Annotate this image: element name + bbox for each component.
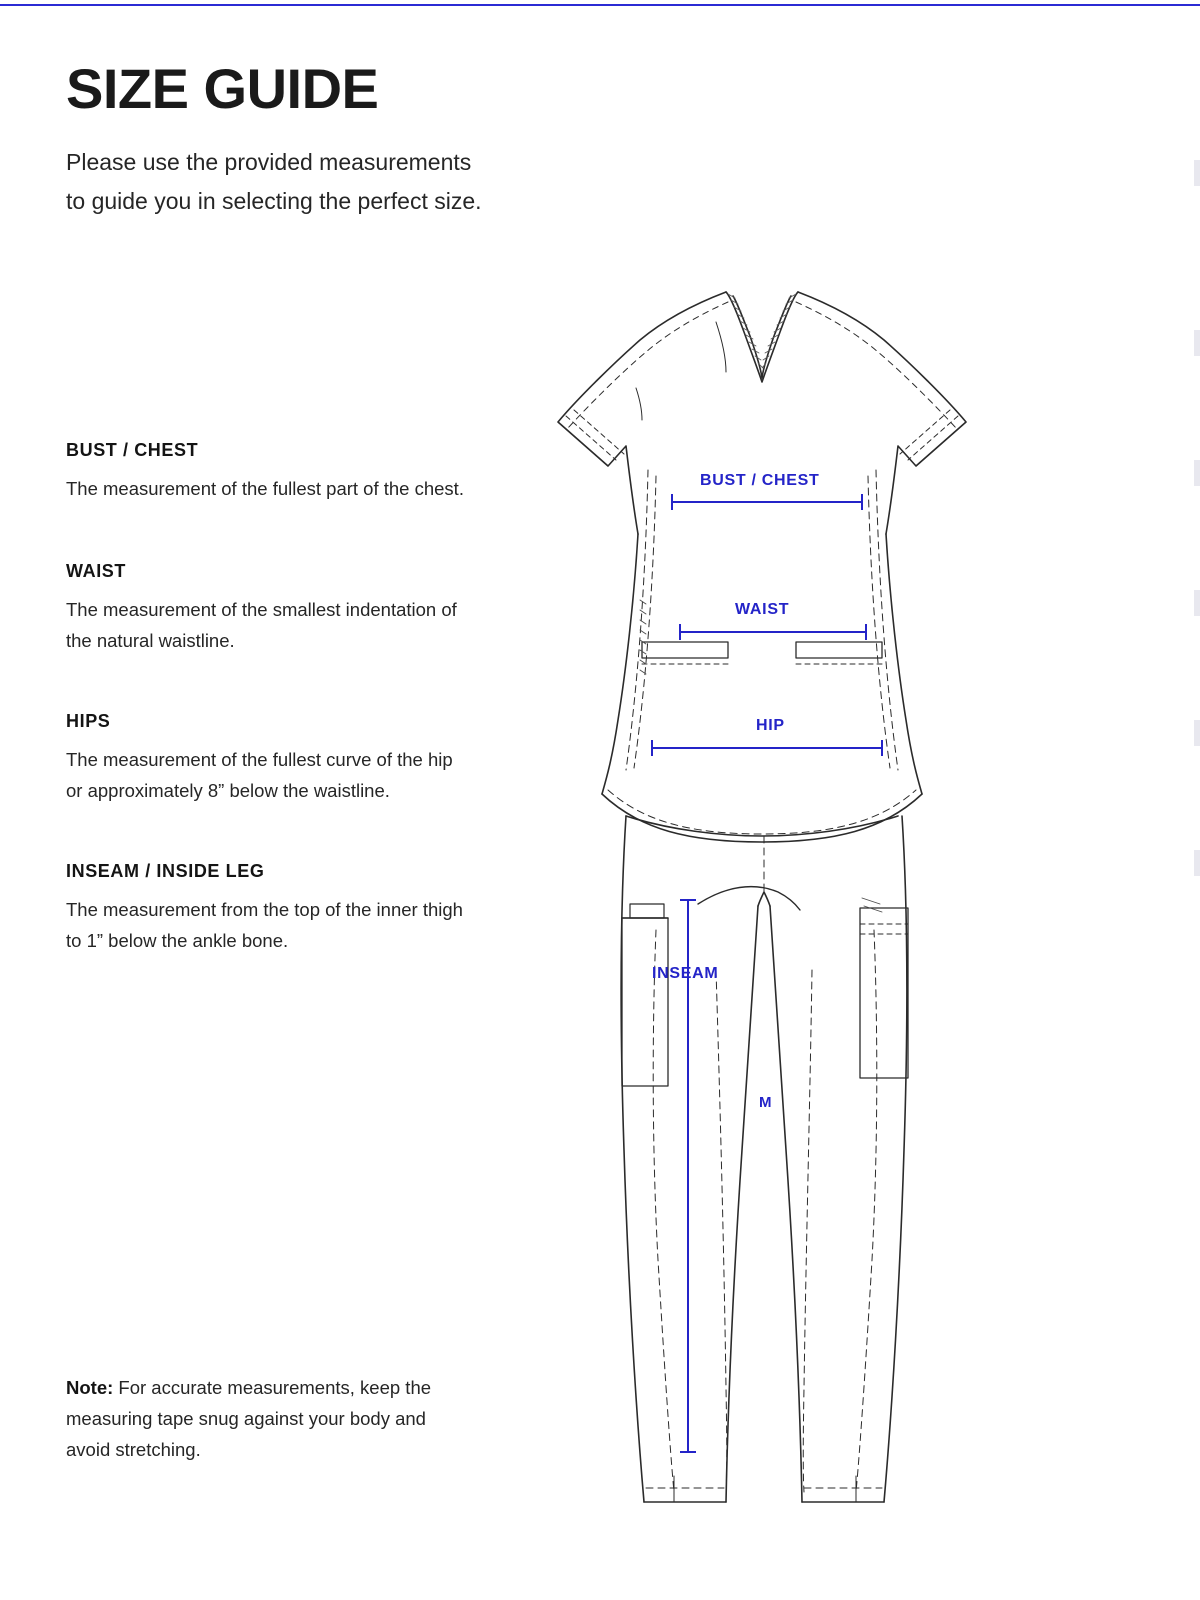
measure-label-hip: HIP: [756, 717, 785, 734]
definition-inseam: [66, 861, 486, 956]
definition-bust-chest: [66, 440, 486, 504]
note-block: [66, 1372, 446, 1465]
garment-flat-sketch: [530, 270, 1030, 1530]
note-label: Note:: [66, 1377, 114, 1398]
note-body: For accurate measurements, keep the measuring tape snug against your body and avoid stretching.: [66, 1377, 432, 1461]
page-title: SIZE GUIDE: [66, 57, 379, 120]
intro-section: [66, 57, 516, 222]
definition-title: HIPS: [66, 711, 111, 732]
definition-body: The measurement of the smallest indentation of the natural waistline.: [66, 599, 457, 652]
definition-title: WAIST: [66, 561, 126, 582]
measure-label-bust: BUST / CHEST: [700, 472, 820, 489]
definition-body: The measurement of the fullest curve of the hip or approximately 8” below the waistline.: [66, 749, 453, 802]
definition-waist: [66, 561, 486, 656]
garment-illustration: [530, 270, 1030, 1530]
page-edge-marks: [1190, 160, 1200, 1160]
definition-title: BUST / CHEST: [66, 440, 199, 460]
definition-title: INSEAM / INSIDE LEG: [66, 861, 265, 882]
definition-body: The measurement from the top of the inner thigh to 1” below the ankle bone.: [66, 899, 463, 952]
measure-label-waist: WAIST: [735, 601, 790, 618]
measure-label-inseam: INSEAM: [652, 965, 719, 982]
definitions-list: [66, 440, 486, 997]
definition-body: The measurement of the fullest part of the chest.: [66, 478, 464, 499]
size-tag-label: M: [759, 1094, 773, 1111]
definition-hips: [66, 711, 486, 806]
intro-paragraph: Please use the provided measurements to guide you in selecting the perfect size.: [66, 148, 482, 215]
